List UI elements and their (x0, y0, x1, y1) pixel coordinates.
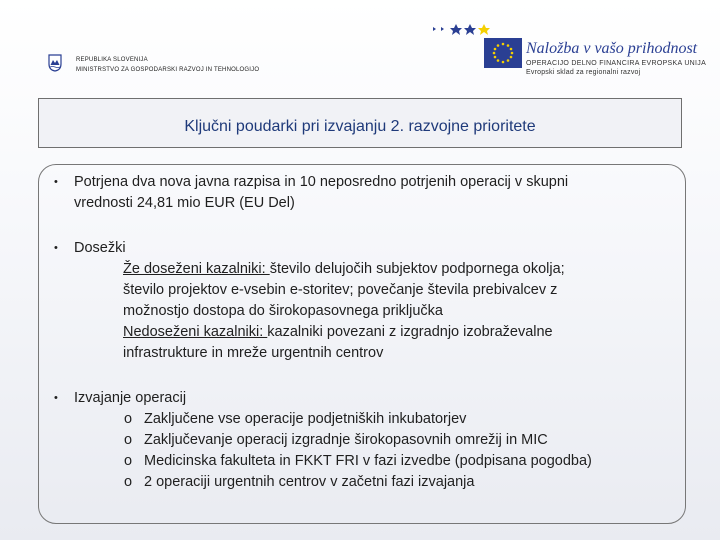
slide-title-box (38, 98, 682, 148)
sub-bullet-icon: o (124, 474, 133, 490)
eu-logo (468, 24, 707, 80)
achieved-indicators-text-2: število projektov e-vsebin e-storitev; povečanje števila prebivalcev z (123, 282, 558, 298)
bullet-approved-line-1: Potrjena dva nova javna razpisa in 10 neposredno potrjenih operacij v skupni (74, 174, 569, 190)
bullet-approved-line-2: vrednosti 24,81 mio EUR (EU Del) (74, 195, 295, 211)
not-achieved-indicators-text-1: kazalniki povezani z izgradnjo izobraževalne (267, 324, 553, 340)
sub-bullet-icon: o (124, 432, 133, 448)
bullet-approved (54, 172, 569, 214)
list-item (124, 451, 592, 472)
list-item-text: Zaključevanje operacij izgradnje širokopasovnih omrežij in MIC (144, 432, 548, 448)
eu-tagline: Naložba v vašo prihodnost (526, 40, 698, 57)
slide-title: Ključni poudarki pri izvajanju 2. razvojne prioritete (184, 118, 536, 135)
bullet-dot-icon: • (54, 392, 58, 404)
header (0, 0, 720, 90)
sub-bullet-icon: o (124, 411, 133, 427)
eu-flag-icon (484, 38, 522, 68)
ministry-label (76, 55, 259, 75)
achieved-indicators (123, 259, 565, 280)
implementation-list (74, 409, 592, 493)
not-achieved-indicators (123, 322, 565, 343)
bullet-dot-icon: • (54, 242, 58, 254)
eu-fund-text: Evropski sklad za regionalni razvoj (526, 69, 641, 76)
ministry-line-1: REPUBLIKA SLOVENIJA (76, 57, 148, 63)
not-achieved-indicators-label: Nedoseženi kazalniki: (123, 324, 268, 340)
slovenia-crest-icon (48, 54, 62, 72)
sub-bullet-icon: o (124, 453, 133, 469)
achieved-indicators-text-3: možnostjo dostopa do širokopasovnega priključka (123, 303, 443, 319)
list-item (124, 472, 592, 493)
ministry-line-2: MINISTRSTVO ZA GOSPODARSKI RAZVOJ IN TEHNOLOGIJO (76, 67, 260, 73)
eu-op-text: OPERACIJO DELNO FINANCIRA EVROPSKA UNIJA (526, 60, 707, 67)
achieved-indicators-text-1: število delujočih subjektov podpornega okolja; (269, 261, 565, 277)
list-item-text: Medicinska fakulteta in FKKT FRI v fazi izvedbe (podpisana pogodba) (144, 453, 592, 469)
achievements-detail (74, 259, 565, 364)
bullet-dot-icon: • (54, 176, 58, 188)
bullet-implementation (54, 388, 592, 493)
achievements-heading: Dosežki (74, 240, 126, 256)
achieved-indicators-label: Že doseženi kazalniki: (123, 261, 270, 277)
list-item-text: Zaključene vse operacije podjetniških inkubatorjev (144, 411, 467, 427)
implementation-heading: Izvajanje operacij (74, 390, 187, 406)
list-item (124, 430, 592, 451)
not-achieved-indicators-text-2: infrastrukture in mreže urgentnih centrov (123, 345, 384, 361)
bullet-achievements (54, 238, 565, 364)
list-item-text: 2 operaciji urgentnih centrov v začetni fazi izvajanja (144, 474, 475, 490)
list-item (124, 409, 592, 430)
